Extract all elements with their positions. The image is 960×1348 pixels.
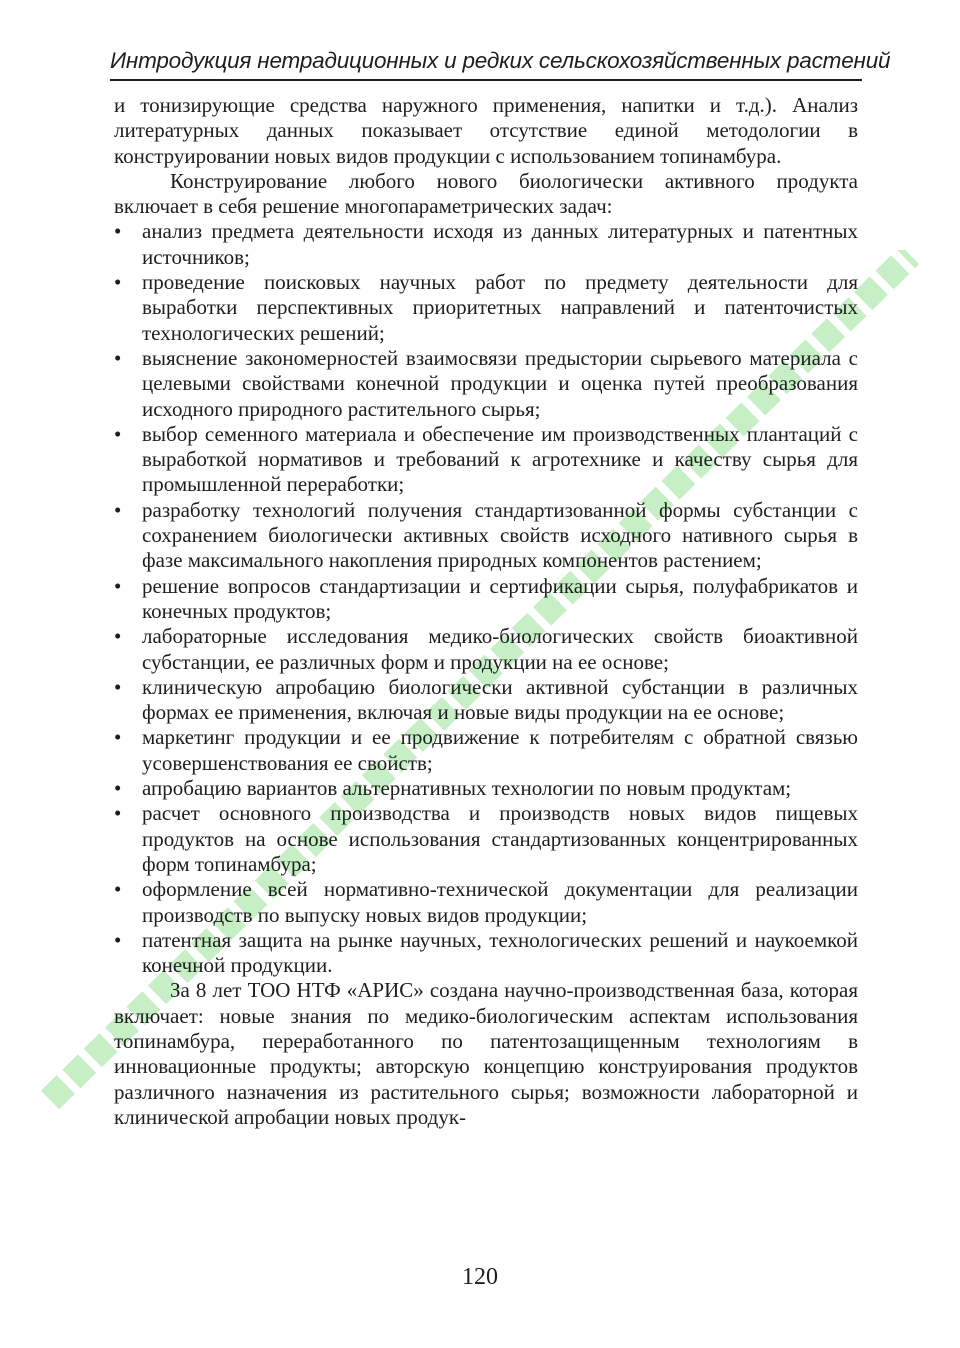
- body-text: [114, 93, 858, 1130]
- bullet-icon: •: [114, 497, 122, 522]
- bullet-icon: •: [114, 927, 122, 952]
- list-item-text: лабораторные исследования медико-биологических свойств биоактивной субстанции, ее различных форм и продукции на ее основе;: [142, 624, 858, 674]
- page-number: 120: [462, 1264, 498, 1290]
- bullet-icon: •: [114, 725, 122, 750]
- list-item: [114, 219, 858, 270]
- list-item: [114, 574, 858, 625]
- running-header-title: Интродукция нетрадиционных и редких сельскохозяйственных растений: [110, 48, 891, 73]
- list-item-text: клиническую апробацию биологически активной субстанции в различных формах ее применения, включая и новые виды продукции на ее основе;: [142, 674, 858, 725]
- list-item-text: проведение поисковых научных работ по предмету деятельности для выработки перспективных приоритетных направлений и патенточистых технологических решений;: [142, 270, 858, 345]
- bullet-icon: •: [114, 270, 122, 295]
- bullet-icon: •: [114, 345, 122, 370]
- list-item-text: маркетинг продукции и ее продвижение к потребителям с обратной связью усовершенствования ее свойств;: [142, 725, 858, 775]
- list-item: [114, 928, 858, 979]
- bullet-icon: •: [114, 573, 122, 598]
- bullet-icon: •: [114, 421, 122, 446]
- opening-paragraph: и тонизирующие средства наружного применения, напитки и т.д.). Анализ литературных данных показывает отсутствие единой методологии в конструировании новых видов продукции с использованием топинамбура.: [114, 93, 858, 168]
- list-item-text: выяснение закономерностей взаимосвязи предыстории сырьевого материала с целевыми свойствами конечной продукции и оценка путей преобразования исходного природного растительного сырья;: [142, 345, 858, 421]
- intro-paragraph: Конструирование любого нового биологически активного продукта включает в себя решение многопараметрических задач:: [114, 168, 858, 219]
- bullet-icon: •: [114, 801, 122, 826]
- list-item-text: разработку технологий получения стандартизованной формы субстанции с сохранением биологически активных свойств исходного нативного сырья в фазе максимального накопления природных компонентов растением;: [142, 497, 858, 573]
- list-item-text: оформление всей нормативно-технической документации для реализации производств по выпуску новых видов продукции;: [142, 877, 858, 927]
- list-item: [114, 877, 858, 928]
- list-item: [114, 624, 858, 675]
- list-item-text: решение вопросов стандартизации и сертификации сырья, полуфабрикатов и конечных продуктов;: [142, 573, 858, 623]
- list-item: [114, 498, 858, 574]
- task-list: [114, 219, 858, 978]
- list-item: [114, 801, 858, 877]
- bullet-icon: •: [114, 776, 122, 801]
- header-rule: [110, 79, 862, 81]
- list-item-text: анализ предмета деятельности исходя из данных литературных и патентных источников;: [142, 219, 858, 269]
- bullet-icon: •: [114, 624, 122, 649]
- list-item: [114, 422, 858, 498]
- bullet-icon: •: [114, 219, 122, 244]
- list-item-text: выбор семенного материала и обеспечение им производственных плантаций с выработкой нормативов и требований к агротехнике и качеству сырья для промышленной переработки;: [142, 421, 858, 497]
- list-item: [114, 675, 858, 726]
- list-item: [114, 270, 858, 346]
- closing-paragraph: За 8 лет ТОО НТФ «АРИС» создана научно-производственная база, которая включает: новые знания по медико-биологическим аспектам использования топинамбура, переработанного по патентозащищенным технологиям в инновационные продукты; авторскую концепцию конструирования продуктов различного назначения из растительного сырья; возможности лабораторной и клинической апробации новых продук-: [114, 978, 858, 1129]
- list-item-text: апробацию вариантов альтернативных технологии по новым продуктам;: [142, 776, 792, 801]
- list-item: [114, 346, 858, 422]
- list-item: [114, 776, 858, 801]
- list-item-text: патентная защита на рынке научных, технологических решений и наукоемкой конечной продукции.: [142, 927, 858, 978]
- bullet-icon: •: [114, 877, 122, 902]
- bullet-icon: •: [114, 674, 122, 699]
- list-item: [114, 725, 858, 776]
- list-item-text: расчет основного производства и производств новых видов пищевых продуктов на основе использования стандартизованных концентрированных форм топинамбура;: [142, 801, 858, 876]
